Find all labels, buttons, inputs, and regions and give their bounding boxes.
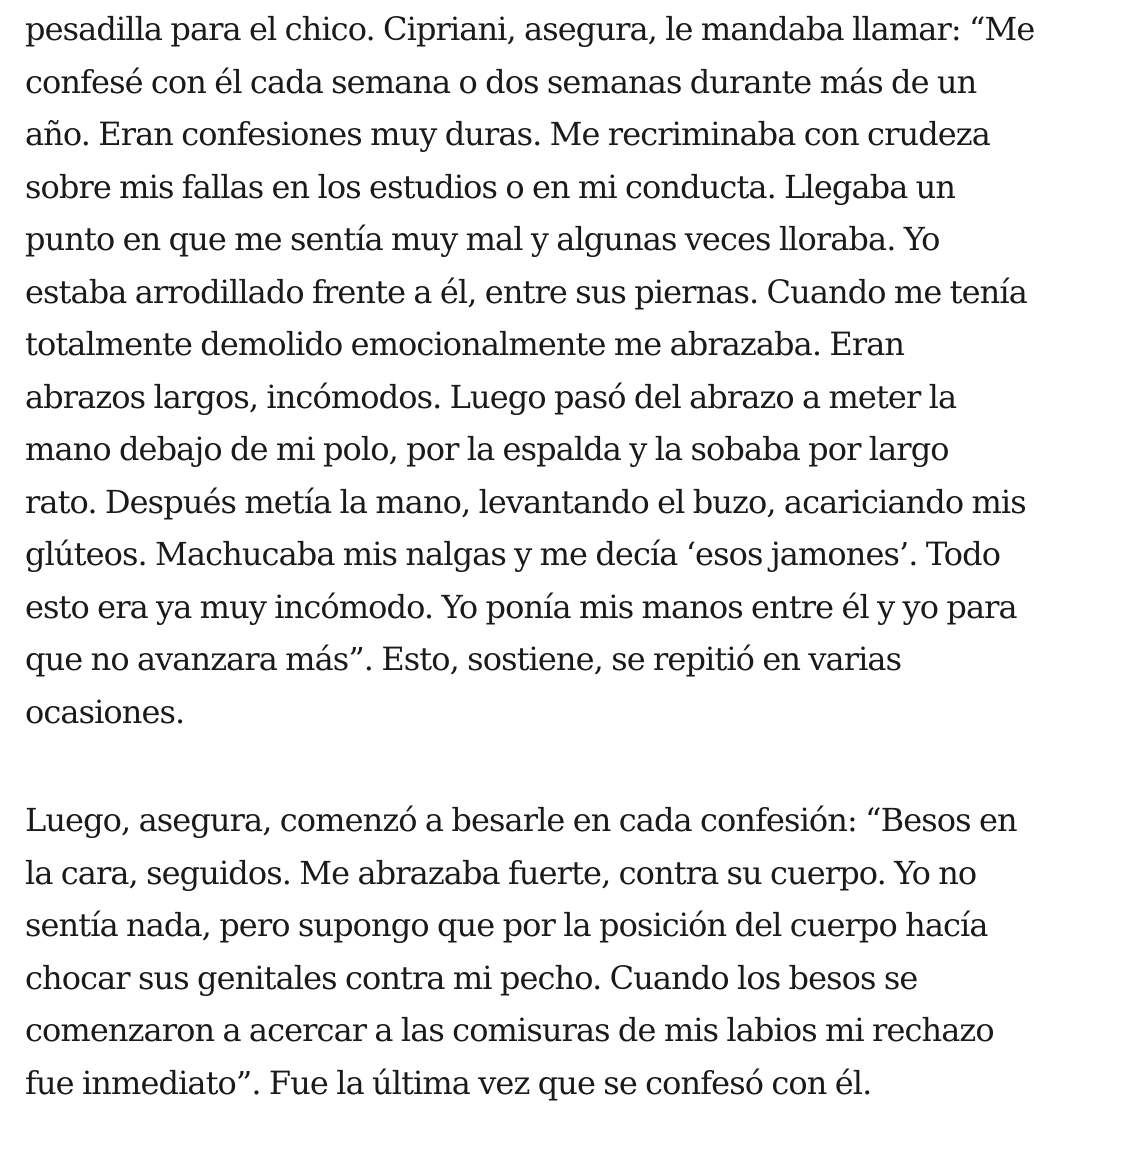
text-line: mano debajo de mi polo, por la espalda y la sobaba por largo	[25, 430, 949, 468]
text-line: glúteos. Machucaba mis nalgas y me decía ‘esos jamones’. Todo	[25, 535, 1001, 573]
text-line: año. Eran confesiones muy duras. Me recriminaba con crudeza	[25, 115, 990, 153]
text-line: punto en que me sentía muy mal y algunas veces lloraba. Yo	[25, 220, 940, 258]
text-line: la cara, seguidos. Me abrazaba fuerte, contra su cuerpo. Yo no	[25, 853, 977, 892]
text-line: esto era ya muy incómodo. Yo ponía mis manos entre él y yo para	[25, 587, 1017, 626]
text-line: estaba arrodillado frente a él, entre sus piernas. Cuando me tenía	[25, 272, 1027, 311]
text-line: fue inmediato”. Fue la última vez que se confesó con él.	[25, 1063, 872, 1102]
text-line: ocasiones.	[25, 692, 185, 731]
text-line: sobre mis fallas en los estudios o en mi conducta. Llegaba un	[25, 167, 956, 206]
text-line: comenzaron a acercar a las comisuras de mis labios mi rechazo	[25, 1011, 994, 1049]
text-line: Luego, asegura, comenzó a besarle en cada confesión: “Besos en	[25, 801, 1017, 839]
paragraph-2	[25, 794, 1017, 1109]
text-line: confesé con él cada semana o dos semanas durante más de un	[25, 62, 977, 101]
text-line: sentía nada, pero supongo que por la posición del cuerpo hacía	[25, 906, 988, 944]
text-line: abrazos largos, incómodos. Luego pasó del abrazo a meter la	[25, 377, 957, 416]
text-line: que no avanzara más”. Esto, sostiene, se repitió en varias	[25, 640, 902, 678]
text-line: totalmente demolido emocionalmente me abrazaba. Eran	[25, 325, 905, 363]
text-line: rato. Después metía la mano, levantando el buzo, acariciando mis	[25, 482, 1026, 521]
paragraph-1	[25, 3, 1034, 738]
text-line: pesadilla para el chico. Cipriani, asegura, le mandaba llamar: “Me	[25, 10, 1035, 48]
text-line: chocar sus genitales contra mi pecho. Cuando los besos se	[25, 958, 918, 997]
